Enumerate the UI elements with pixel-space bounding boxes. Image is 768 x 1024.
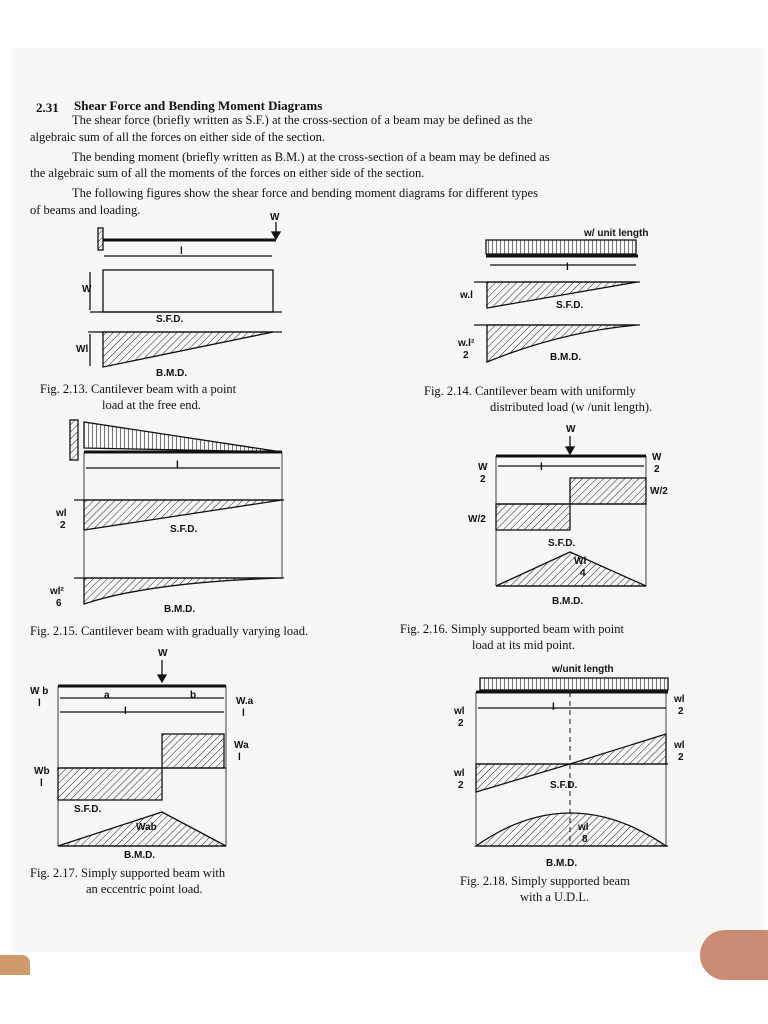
fig-2-17-a-label: a <box>104 690 110 701</box>
fig-2-17-load-label: W <box>158 648 168 659</box>
fig-2-14-bmd-label: B.M.D. <box>550 352 582 363</box>
fig-2-16-right-den: 2 <box>654 464 660 475</box>
fig-2-17-b-label: b <box>190 690 197 701</box>
fig-2-18-wr-den: 2 <box>678 706 684 717</box>
fig-2-16-load-label: W <box>566 424 576 435</box>
fig-2-18-wl2-num: wl <box>454 768 465 779</box>
fig-2-13 <box>88 222 282 367</box>
fig-2-15-bmd-value-den: 6 <box>56 598 62 609</box>
fig-2-14-sfd-label: S.F.D. <box>556 300 584 311</box>
fig-2-16-bmd-value-den: 4 <box>580 568 586 579</box>
fig-2-15-sfd-value-den: 2 <box>60 520 66 531</box>
fig-2-13-sfd-label: S.F.D. <box>156 314 184 325</box>
varying-load <box>84 422 282 452</box>
paragraph-line: The bending moment (briefly written as B.M.) at the cross-section of a beam may be defined as <box>72 150 550 164</box>
paragraph-line: the algebraic sum of all the moments of the forces on either side of the section. <box>30 166 425 180</box>
bmd-parabola <box>476 813 666 846</box>
fig-2-16 <box>496 436 646 586</box>
bmd-triangle <box>496 552 646 586</box>
fig-2-17-wb-den: l <box>38 698 41 709</box>
fig-2-18-wr2-num: wl <box>674 740 685 751</box>
fig-2-18 <box>476 678 668 846</box>
fig-2-17-wa2-den: l <box>238 752 241 763</box>
fig-2-18-bmd-value-num: wl <box>578 822 589 833</box>
fig-2-13-caption-2: load at the free end. <box>102 398 201 412</box>
fig-2-18-wr-num: wl <box>674 694 685 705</box>
fig-2-16-caption: Fig. 2.16. Simply supported beam with point <box>400 622 624 636</box>
fig-2-17-caption-2: an eccentric point load. <box>86 882 203 896</box>
fig-2-15-bmd-value-num: wl² <box>50 586 64 597</box>
fig-2-13-sfd-value: W <box>82 284 92 295</box>
fig-2-16-caption-2: load at its mid point. <box>472 638 576 652</box>
fig-2-15-sfd-value-num: wl <box>56 508 67 519</box>
fig-2-16-span-label: l <box>540 462 543 473</box>
fig-2-18-wl-num: wl <box>454 706 465 717</box>
fig-2-14-bmd-value-num: w.l² <box>458 338 475 349</box>
fig-2-17-sfd-label: S.F.D. <box>74 804 102 815</box>
fig-2-17-wb2-den: l <box>40 778 43 789</box>
fig-2-16-left-den: 2 <box>480 474 486 485</box>
fig-2-15-caption: Fig. 2.15. Cantilever beam with gradually varying load. <box>30 624 309 638</box>
fig-2-16-left-num: W <box>478 462 488 473</box>
sfd-rectangle <box>103 270 273 312</box>
fig-2-13-bmd-value: Wl <box>76 344 89 355</box>
fig-2-16-sfd-label: S.F.D. <box>548 538 576 549</box>
fig-2-18-caption-2: with a U.D.L. <box>520 890 590 904</box>
fig-2-18-load-label: w/unit length <box>552 664 614 675</box>
fig-2-18-wl-den: 2 <box>458 718 464 729</box>
fig-2-18-wr2-den: 2 <box>678 752 684 763</box>
udl-load <box>486 240 636 254</box>
load-arrowhead <box>566 447 574 454</box>
fig-2-14-load-label: w/ unit length <box>584 228 649 239</box>
fig-2-17-bmd-label: B.M.D. <box>124 850 156 861</box>
fig-2-16-left2: W/2 <box>468 514 486 525</box>
load-arrowhead <box>272 232 280 239</box>
fig-2-14-caption-2: distributed load (w /unit length). <box>490 400 653 414</box>
fig-2-15-bmd-label: B.M.D. <box>164 604 196 615</box>
fig-2-17-caption: Fig. 2.17. Simply supported beam with <box>30 866 226 880</box>
wall-support <box>98 228 103 250</box>
sfd-right-triangle <box>570 734 666 764</box>
fig-2-13-span-label: l <box>180 246 183 257</box>
fig-2-16-right2: W/2 <box>650 486 668 497</box>
fig-2-17-wb-num: W b <box>30 686 49 697</box>
fig-2-17-wa2-num: Wa <box>234 740 249 751</box>
fig-2-18-span-label: l <box>552 702 555 713</box>
fig-2-17-wb2-num: Wb <box>34 766 50 777</box>
fig-2-14-sfd-value: w.l <box>460 290 473 301</box>
fig-2-18-wl2-den: 2 <box>458 780 464 791</box>
fig-2-14-span-label: l <box>566 262 569 273</box>
bmd-triangle <box>103 332 273 367</box>
wall-support <box>70 420 78 460</box>
fig-2-18-bmd-label: B.M.D. <box>546 858 578 869</box>
fig-2-17 <box>58 660 226 846</box>
fig-2-15-span-label: l <box>176 460 179 471</box>
fig-2-16-right-num: W <box>652 452 662 463</box>
fig-2-18-sfd-label: S.F.D. <box>550 780 578 791</box>
fig-2-14-bmd-value-den: 2 <box>463 350 469 361</box>
fig-2-17-wa-num: W.a <box>236 696 254 707</box>
fig-2-13-bmd-label: B.M.D. <box>156 368 188 379</box>
udl-load <box>480 678 668 690</box>
fig-2-13-load-label: W <box>270 212 280 223</box>
fig-2-16-bmd-value-num: Wl <box>574 556 587 567</box>
sfd-upper-block <box>162 734 224 768</box>
fig-2-15 <box>70 420 284 604</box>
section-number: 2.31 <box>36 100 59 115</box>
fig-2-17-span-label: l <box>124 706 127 717</box>
fig-2-17-wa-den: l <box>242 708 245 719</box>
fig-2-13-caption: Fig. 2.13. Cantilever beam with a point <box>40 382 237 396</box>
sfd-upper-block <box>570 478 646 504</box>
fig-2-17-bmd-value: Wab <box>136 822 157 833</box>
fig-2-15-sfd-label: S.F.D. <box>170 524 198 535</box>
bmd-curve <box>84 578 282 604</box>
sfd-lower-block <box>58 768 162 800</box>
fig-2-14-caption: Fig. 2.14. Cantilever beam with uniformly <box>424 384 636 398</box>
fig-2-18-bmd-value-den: 8 <box>582 834 588 845</box>
load-arrowhead <box>158 675 166 682</box>
paragraph-line: algebraic sum of all the forces on either side of the section. <box>30 130 326 144</box>
paragraph-line: The shear force (briefly written as S.F.) at the cross-section of a beam may be defined as the <box>72 113 533 127</box>
section-title: Shear Force and Bending Moment Diagrams <box>74 98 323 113</box>
paragraph-line: The following figures show the shear force and bending moment diagrams for different types <box>72 186 538 200</box>
fig-2-18-caption: Fig. 2.18. Simply supported beam <box>460 874 630 888</box>
sfd-lower-block <box>496 504 570 530</box>
paragraph-line: of beams and loading. <box>30 203 141 217</box>
fig-2-16-bmd-label: B.M.D. <box>552 596 584 607</box>
